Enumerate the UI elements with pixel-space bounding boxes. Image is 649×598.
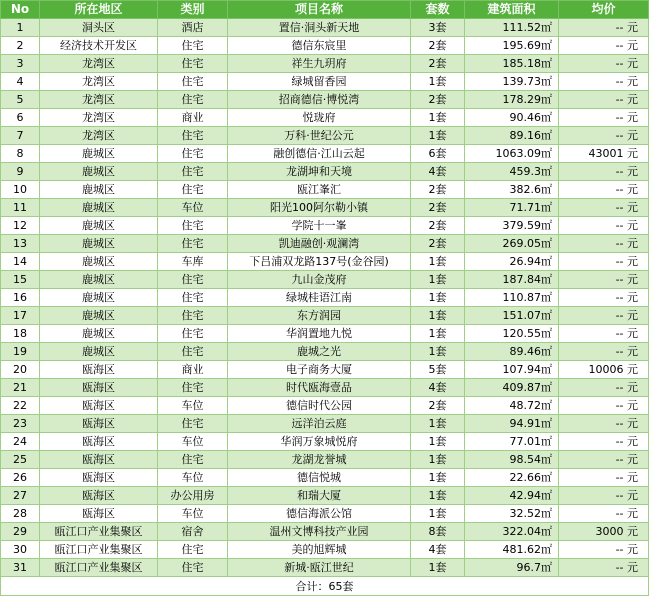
floor-area-cell: 322.04㎡ — [465, 523, 559, 541]
category-cell: 住宅 — [158, 145, 228, 163]
row-no-cell: 13 — [1, 235, 40, 253]
units-cell: 3套 — [411, 19, 465, 37]
floor-area-cell: 379.59㎡ — [465, 217, 559, 235]
total-row — [1, 577, 649, 596]
project-name-cell: 新城·瓯江世纪 — [228, 559, 411, 577]
project-name-cell: 绿城留香园 — [228, 73, 411, 91]
category-cell: 住宅 — [158, 343, 228, 361]
table-row — [1, 163, 649, 181]
floor-area-cell: 178.29㎡ — [465, 91, 559, 109]
district-cell: 瓯江口产业集聚区 — [40, 559, 158, 577]
row-no-cell: 25 — [1, 451, 40, 469]
units-cell: 5套 — [411, 361, 465, 379]
project-name-cell: 龙湖坤和天境 — [228, 163, 411, 181]
table-row — [1, 199, 649, 217]
units-cell: 8套 — [411, 523, 465, 541]
category-cell: 车位 — [158, 397, 228, 415]
project-name-cell: 电子商务大厦 — [228, 361, 411, 379]
floor-area-cell: 22.66㎡ — [465, 469, 559, 487]
row-no-cell: 14 — [1, 253, 40, 271]
avg-price-cell: -- 元 — [559, 235, 649, 253]
avg-price-cell: -- 元 — [559, 289, 649, 307]
district-cell: 瓯海区 — [40, 451, 158, 469]
floor-area-cell: 89.16㎡ — [465, 127, 559, 145]
category-cell: 宿舍 — [158, 523, 228, 541]
row-no-cell: 22 — [1, 397, 40, 415]
project-name-cell: 龙湖龙誉城 — [228, 451, 411, 469]
units-cell: 1套 — [411, 343, 465, 361]
district-cell: 龙湾区 — [40, 91, 158, 109]
floor-area-cell: 96.7㎡ — [465, 559, 559, 577]
units-cell: 4套 — [411, 163, 465, 181]
floor-area-cell: 71.71㎡ — [465, 199, 559, 217]
district-cell: 瓯海区 — [40, 487, 158, 505]
avg-price-cell: 10006 元 — [559, 361, 649, 379]
category-cell: 车库 — [158, 253, 228, 271]
avg-price-cell: 3000 元 — [559, 523, 649, 541]
category-cell: 住宅 — [158, 307, 228, 325]
header-project-name: 项目名称 — [228, 1, 411, 19]
project-name-cell: 万科·世纪公元 — [228, 127, 411, 145]
total-label: 合计：65套 — [1, 577, 649, 596]
units-cell: 1套 — [411, 559, 465, 577]
row-no-cell: 9 — [1, 163, 40, 181]
row-no-cell: 29 — [1, 523, 40, 541]
district-cell: 鹿城区 — [40, 199, 158, 217]
row-no-cell: 15 — [1, 271, 40, 289]
avg-price-cell: -- 元 — [559, 559, 649, 577]
avg-price-cell: -- 元 — [559, 91, 649, 109]
table-row — [1, 415, 649, 433]
project-name-cell: 时代瓯海壹品 — [228, 379, 411, 397]
avg-price-cell: -- 元 — [559, 433, 649, 451]
floor-area-cell: 94.91㎡ — [465, 415, 559, 433]
floor-area-cell: 269.05㎡ — [465, 235, 559, 253]
header-floor-area: 建筑面积 — [465, 1, 559, 19]
category-cell: 商业 — [158, 109, 228, 127]
units-cell: 2套 — [411, 91, 465, 109]
floor-area-cell: 26.94㎡ — [465, 253, 559, 271]
table-row — [1, 433, 649, 451]
table-row — [1, 145, 649, 163]
district-cell: 瓯海区 — [40, 433, 158, 451]
district-cell: 鹿城区 — [40, 289, 158, 307]
row-no-cell: 3 — [1, 55, 40, 73]
row-no-cell: 28 — [1, 505, 40, 523]
avg-price-cell: 43001 元 — [559, 145, 649, 163]
floor-area-cell: 459.3㎡ — [465, 163, 559, 181]
table-row — [1, 451, 649, 469]
project-name-cell: 德信时代公园 — [228, 397, 411, 415]
units-cell: 1套 — [411, 289, 465, 307]
floor-area-cell: 98.54㎡ — [465, 451, 559, 469]
row-no-cell: 17 — [1, 307, 40, 325]
project-name-cell: 华润万象城悦府 — [228, 433, 411, 451]
category-cell: 车位 — [158, 199, 228, 217]
header-avg-price: 均价 — [559, 1, 649, 19]
district-cell: 鹿城区 — [40, 325, 158, 343]
header-district: 所在地区 — [40, 1, 158, 19]
avg-price-cell: -- 元 — [559, 469, 649, 487]
district-cell: 鹿城区 — [40, 181, 158, 199]
table-row — [1, 19, 649, 37]
district-cell: 鹿城区 — [40, 235, 158, 253]
project-name-cell: 招商德信·博悦湾 — [228, 91, 411, 109]
avg-price-cell: -- 元 — [559, 343, 649, 361]
project-name-cell: 德信东宸里 — [228, 37, 411, 55]
category-cell: 住宅 — [158, 37, 228, 55]
category-cell: 住宅 — [158, 415, 228, 433]
category-cell: 住宅 — [158, 163, 228, 181]
avg-price-cell: -- 元 — [559, 487, 649, 505]
floor-area-cell: 151.07㎡ — [465, 307, 559, 325]
district-cell: 鹿城区 — [40, 217, 158, 235]
project-name-cell: 下吕浦双龙路137号(金谷园) — [228, 253, 411, 271]
district-cell: 鹿城区 — [40, 271, 158, 289]
district-cell: 瓯海区 — [40, 505, 158, 523]
project-name-cell: 远洋泊云庭 — [228, 415, 411, 433]
category-cell: 车位 — [158, 505, 228, 523]
project-name-cell: 学院十一峯 — [228, 217, 411, 235]
category-cell: 住宅 — [158, 127, 228, 145]
floor-area-cell: 120.55㎡ — [465, 325, 559, 343]
floor-area-cell: 1063.09㎡ — [465, 145, 559, 163]
row-no-cell: 12 — [1, 217, 40, 235]
project-name-cell: 东方润园 — [228, 307, 411, 325]
category-cell: 住宅 — [158, 181, 228, 199]
floor-area-cell: 42.94㎡ — [465, 487, 559, 505]
category-cell: 住宅 — [158, 451, 228, 469]
table-row — [1, 505, 649, 523]
row-no-cell: 30 — [1, 541, 40, 559]
units-cell: 1套 — [411, 415, 465, 433]
table-row — [1, 37, 649, 55]
table-row — [1, 541, 649, 559]
project-name-cell: 温州文博科技产业园 — [228, 523, 411, 541]
category-cell: 住宅 — [158, 55, 228, 73]
avg-price-cell: -- 元 — [559, 379, 649, 397]
row-no-cell: 18 — [1, 325, 40, 343]
units-cell: 1套 — [411, 433, 465, 451]
table-row — [1, 361, 649, 379]
table-row — [1, 379, 649, 397]
table-row — [1, 469, 649, 487]
floor-area-cell: 32.52㎡ — [465, 505, 559, 523]
avg-price-cell: -- 元 — [559, 217, 649, 235]
project-name-cell: 融创德信·江山云起 — [228, 145, 411, 163]
district-cell: 洞头区 — [40, 19, 158, 37]
avg-price-cell: -- 元 — [559, 199, 649, 217]
project-name-cell: 德信悦城 — [228, 469, 411, 487]
avg-price-cell: -- 元 — [559, 325, 649, 343]
category-cell: 办公用房 — [158, 487, 228, 505]
category-cell: 住宅 — [158, 379, 228, 397]
avg-price-cell: -- 元 — [559, 163, 649, 181]
units-cell: 2套 — [411, 181, 465, 199]
project-name-cell: 凯迪融创·观澜湾 — [228, 235, 411, 253]
row-no-cell: 10 — [1, 181, 40, 199]
floor-area-cell: 110.87㎡ — [465, 289, 559, 307]
units-cell: 1套 — [411, 271, 465, 289]
avg-price-cell: -- 元 — [559, 253, 649, 271]
category-cell: 酒店 — [158, 19, 228, 37]
project-name-cell: 鹿城之光 — [228, 343, 411, 361]
units-cell: 2套 — [411, 199, 465, 217]
category-cell: 住宅 — [158, 559, 228, 577]
row-no-cell: 20 — [1, 361, 40, 379]
project-name-cell: 和瑞大厦 — [228, 487, 411, 505]
project-name-cell: 绿城桂语江南 — [228, 289, 411, 307]
table-row — [1, 253, 649, 271]
category-cell: 住宅 — [158, 289, 228, 307]
table-row — [1, 307, 649, 325]
row-no-cell: 5 — [1, 91, 40, 109]
floor-area-cell: 89.46㎡ — [465, 343, 559, 361]
row-no-cell: 24 — [1, 433, 40, 451]
category-cell: 住宅 — [158, 73, 228, 91]
table-row — [1, 181, 649, 199]
floor-area-cell: 139.73㎡ — [465, 73, 559, 91]
units-cell: 1套 — [411, 307, 465, 325]
units-cell: 1套 — [411, 469, 465, 487]
floor-area-cell: 409.87㎡ — [465, 379, 559, 397]
table-row — [1, 325, 649, 343]
avg-price-cell: -- 元 — [559, 505, 649, 523]
floor-area-cell: 481.62㎡ — [465, 541, 559, 559]
district-cell: 瓯海区 — [40, 415, 158, 433]
row-no-cell: 16 — [1, 289, 40, 307]
project-name-cell: 德信海派公馆 — [228, 505, 411, 523]
table-row — [1, 217, 649, 235]
district-cell: 鹿城区 — [40, 307, 158, 325]
district-cell: 瓯江口产业集聚区 — [40, 523, 158, 541]
table-row — [1, 397, 649, 415]
avg-price-cell: -- 元 — [559, 181, 649, 199]
units-cell: 6套 — [411, 145, 465, 163]
district-cell: 鹿城区 — [40, 253, 158, 271]
floor-area-cell: 111.52㎡ — [465, 19, 559, 37]
district-cell: 龙湾区 — [40, 55, 158, 73]
district-cell: 瓯海区 — [40, 397, 158, 415]
avg-price-cell: -- 元 — [559, 109, 649, 127]
floor-area-cell: 185.18㎡ — [465, 55, 559, 73]
project-name-cell: 阳光100阿尔勒小镇 — [228, 199, 411, 217]
units-cell: 4套 — [411, 541, 465, 559]
units-cell: 1套 — [411, 253, 465, 271]
project-name-cell: 置信·洞头新天地 — [228, 19, 411, 37]
table-row — [1, 523, 649, 541]
table-header-row — [1, 1, 649, 19]
category-cell: 住宅 — [158, 235, 228, 253]
table-row — [1, 487, 649, 505]
units-cell: 1套 — [411, 487, 465, 505]
row-no-cell: 7 — [1, 127, 40, 145]
floor-area-cell: 195.69㎡ — [465, 37, 559, 55]
category-cell: 住宅 — [158, 217, 228, 235]
category-cell: 住宅 — [158, 271, 228, 289]
avg-price-cell: -- 元 — [559, 415, 649, 433]
units-cell: 1套 — [411, 73, 465, 91]
project-name-cell: 瓯江峯汇 — [228, 181, 411, 199]
row-no-cell: 23 — [1, 415, 40, 433]
category-cell: 住宅 — [158, 91, 228, 109]
project-name-cell: 华润置地九悦 — [228, 325, 411, 343]
avg-price-cell: -- 元 — [559, 55, 649, 73]
category-cell: 住宅 — [158, 325, 228, 343]
avg-price-cell: -- 元 — [559, 397, 649, 415]
row-no-cell: 6 — [1, 109, 40, 127]
district-cell: 鹿城区 — [40, 145, 158, 163]
avg-price-cell: -- 元 — [559, 73, 649, 91]
floor-area-cell: 107.94㎡ — [465, 361, 559, 379]
avg-price-cell: -- 元 — [559, 307, 649, 325]
district-cell: 瓯海区 — [40, 361, 158, 379]
district-cell: 龙湾区 — [40, 73, 158, 91]
table-row — [1, 55, 649, 73]
table-row — [1, 235, 649, 253]
district-cell: 鹿城区 — [40, 343, 158, 361]
category-cell: 住宅 — [158, 541, 228, 559]
units-cell: 2套 — [411, 235, 465, 253]
table-row — [1, 289, 649, 307]
header-category: 类别 — [158, 1, 228, 19]
avg-price-cell: -- 元 — [559, 127, 649, 145]
category-cell: 商业 — [158, 361, 228, 379]
floor-area-cell: 48.72㎡ — [465, 397, 559, 415]
header-units: 套数 — [411, 1, 465, 19]
district-cell: 龙湾区 — [40, 127, 158, 145]
row-no-cell: 21 — [1, 379, 40, 397]
units-cell: 2套 — [411, 397, 465, 415]
project-name-cell: 九山金茂府 — [228, 271, 411, 289]
project-name-cell: 美的旭辉城 — [228, 541, 411, 559]
project-name-cell: 悦珑府 — [228, 109, 411, 127]
units-cell: 1套 — [411, 505, 465, 523]
units-cell: 2套 — [411, 55, 465, 73]
category-cell: 车位 — [158, 469, 228, 487]
table-row — [1, 271, 649, 289]
avg-price-cell: -- 元 — [559, 37, 649, 55]
table-row — [1, 127, 649, 145]
row-no-cell: 31 — [1, 559, 40, 577]
units-cell: 2套 — [411, 217, 465, 235]
avg-price-cell: -- 元 — [559, 451, 649, 469]
row-no-cell: 26 — [1, 469, 40, 487]
row-no-cell: 19 — [1, 343, 40, 361]
project-name-cell: 祥生九玥府 — [228, 55, 411, 73]
row-no-cell: 27 — [1, 487, 40, 505]
header-no: No — [1, 1, 40, 19]
table-row — [1, 559, 649, 577]
table-row — [1, 73, 649, 91]
floor-area-cell: 77.01㎡ — [465, 433, 559, 451]
row-no-cell: 2 — [1, 37, 40, 55]
district-cell: 瓯海区 — [40, 469, 158, 487]
table-row — [1, 91, 649, 109]
units-cell: 1套 — [411, 451, 465, 469]
table-body — [1, 19, 649, 577]
avg-price-cell: -- 元 — [559, 541, 649, 559]
district-cell: 经济技术开发区 — [40, 37, 158, 55]
category-cell: 车位 — [158, 433, 228, 451]
floor-area-cell: 187.84㎡ — [465, 271, 559, 289]
avg-price-cell: -- 元 — [559, 19, 649, 37]
row-no-cell: 4 — [1, 73, 40, 91]
district-cell: 龙湾区 — [40, 109, 158, 127]
district-cell: 瓯江口产业集聚区 — [40, 541, 158, 559]
avg-price-cell: -- 元 — [559, 271, 649, 289]
district-cell: 鹿城区 — [40, 163, 158, 181]
floor-area-cell: 90.46㎡ — [465, 109, 559, 127]
units-cell: 1套 — [411, 325, 465, 343]
row-no-cell: 11 — [1, 199, 40, 217]
row-no-cell: 1 — [1, 19, 40, 37]
units-cell: 2套 — [411, 37, 465, 55]
row-no-cell: 8 — [1, 145, 40, 163]
district-cell: 瓯海区 — [40, 379, 158, 397]
table-row — [1, 343, 649, 361]
units-cell: 4套 — [411, 379, 465, 397]
units-cell: 1套 — [411, 109, 465, 127]
table-row — [1, 109, 649, 127]
floor-area-cell: 382.6㎡ — [465, 181, 559, 199]
units-cell: 1套 — [411, 127, 465, 145]
